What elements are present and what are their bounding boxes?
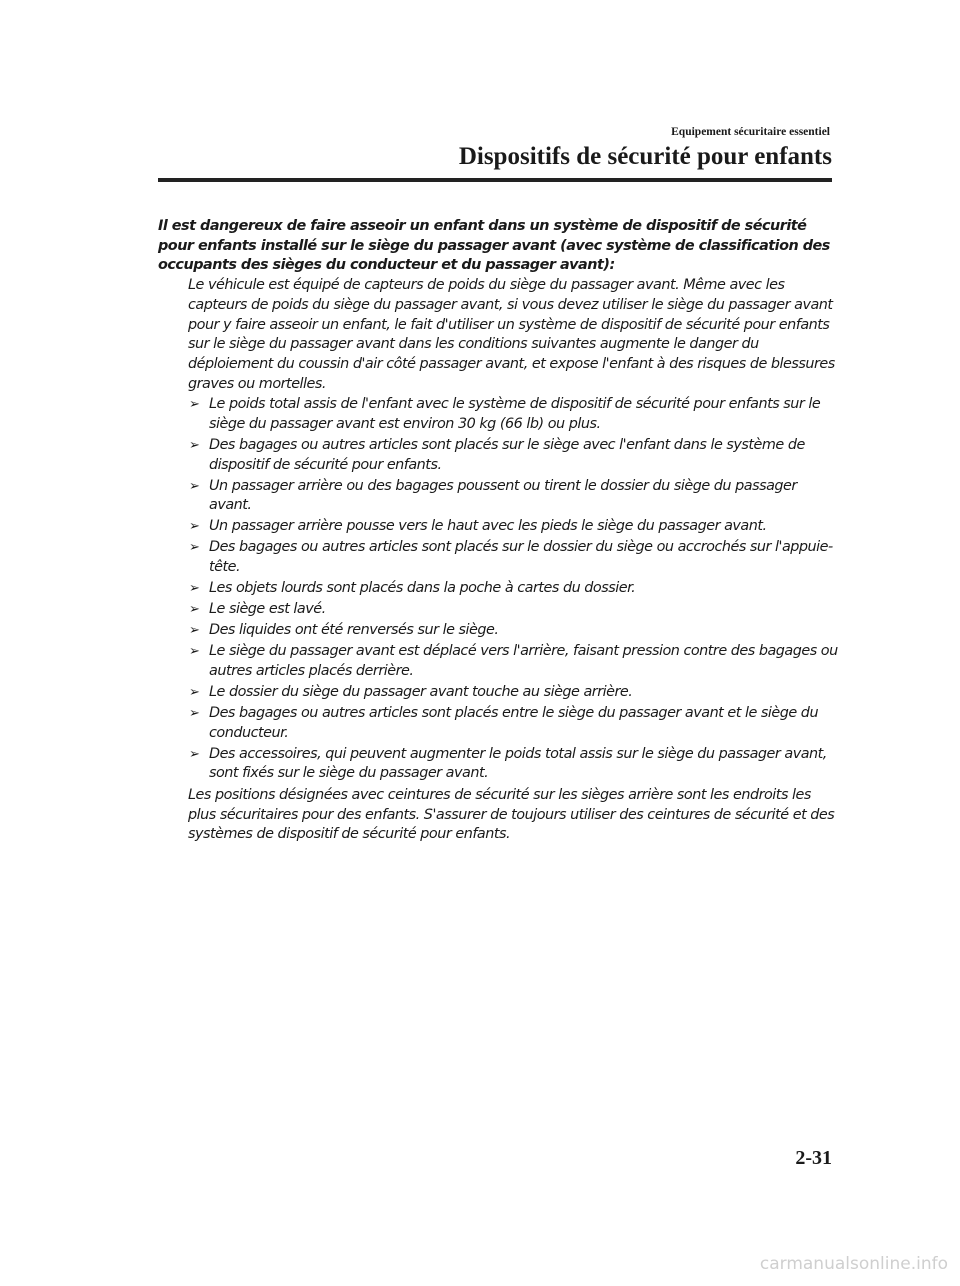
list-item	[188, 436, 838, 475]
arrow-bullet-icon: ➢	[189, 540, 200, 556]
condition-list	[158, 395, 838, 784]
list-item	[188, 683, 838, 703]
arrow-bullet-icon: ➢	[189, 623, 200, 639]
list-item-text: Des bagages ou autres articles sont placés entre le siège du passager avant et le siège du conducteur.	[209, 704, 819, 741]
list-item	[188, 642, 838, 681]
list-item	[188, 600, 838, 620]
list-item-text: Le siège du passager avant est déplacé vers l'arrière, faisant pression contre des bagages ou autres articles placés derrière.	[209, 643, 838, 679]
list-item-text: Des accessoires, qui peuvent augmenter le poids total assis sur le siège du passager avant, sont fixés sur le siège du passager avant.	[209, 745, 827, 782]
list-item	[188, 704, 838, 743]
list-item-text: Le siège est lavé.	[209, 601, 326, 618]
arrow-bullet-icon: ➢	[189, 397, 200, 413]
header-rule	[158, 178, 832, 182]
list-item	[188, 395, 838, 434]
arrow-bullet-icon: ➢	[189, 438, 200, 454]
warning-block	[158, 217, 838, 845]
list-item-text: Des bagages ou autres articles sont placés sur le dossier du siège ou accrochés sur l'appuie-tête.	[209, 539, 833, 576]
warning-closing: Les positions désignées avec ceintures de sécurité sur les sièges arrière sont les endroits les plus sécuritaires pour des enfants. S'assurer de toujours utiliser des ceintures de sécurité et des systèmes de dispositif de sécurité pour enfants.	[188, 786, 835, 843]
arrow-bullet-icon: ➢	[189, 644, 200, 660]
arrow-bullet-icon: ➢	[189, 581, 200, 597]
page-header	[459, 126, 832, 172]
list-item	[188, 621, 838, 641]
list-item	[188, 579, 838, 599]
arrow-bullet-icon: ➢	[189, 705, 200, 721]
section-name: Equipement sécuritaire essentiel	[671, 126, 830, 138]
list-item-text: Le poids total assis de l'enfant avec le système de dispositif de sécurité pour enfants sur le siège du passager avant est environ 30 kg (66 lb) ou plus.	[209, 396, 821, 433]
list-item-text: Un passager arrière ou des bagages poussent ou tirent le dossier du siège du passager avant.	[209, 477, 797, 514]
list-item	[188, 517, 838, 537]
list-item	[188, 745, 838, 784]
warning-title: Il est dangereux de faire asseoir un enfant dans un système de dispositif de sécurité pour enfants installé sur le siège du passager avant (avec système de classification des occupants des sièges du conducteur et du passager avant):	[158, 218, 830, 274]
list-item-text: Des bagages ou autres articles sont placés sur le siège avec l'enfant dans le système de dispositif de sécurité pour enfants.	[209, 437, 805, 473]
watermark: carmanualsonline.info	[759, 1254, 948, 1274]
arrow-bullet-icon: ➢	[189, 746, 200, 762]
list-item-text: Un passager arrière pousse vers le haut avec les pieds le siège du passager avant.	[209, 518, 767, 535]
arrow-bullet-icon: ➢	[189, 602, 200, 618]
list-item-text: Des liquides ont été renversés sur le siège.	[209, 622, 499, 639]
page-number: 2-31	[795, 1147, 832, 1169]
warning-intro: Le véhicule est équipé de capteurs de poids du siège du passager avant. Même avec les capteurs de poids du siège du passager avant, si vous devez utiliser le siège du passager avant pour y faire asseoir un enfant, le fait d'utiliser un système de dispositif de sécurité pour enfants sur le siège du passager avant dans les conditions suivantes augmente le danger du déploiement du coussin d'air côté passager avant, et expose l'enfant à des risques de blessures graves ou mortelles.	[188, 277, 835, 392]
list-item-text: Le dossier du siège du passager avant touche au siège arrière.	[209, 683, 633, 700]
list-item-text: Les objets lourds sont placés dans la poche à cartes du dossier.	[209, 580, 636, 597]
list-item	[188, 538, 838, 577]
list-item	[188, 477, 838, 516]
page-title: Dispositifs de sécurité pour enfants	[458, 143, 832, 170]
arrow-bullet-icon: ➢	[189, 684, 200, 700]
arrow-bullet-icon: ➢	[189, 478, 200, 494]
arrow-bullet-icon: ➢	[189, 519, 200, 535]
